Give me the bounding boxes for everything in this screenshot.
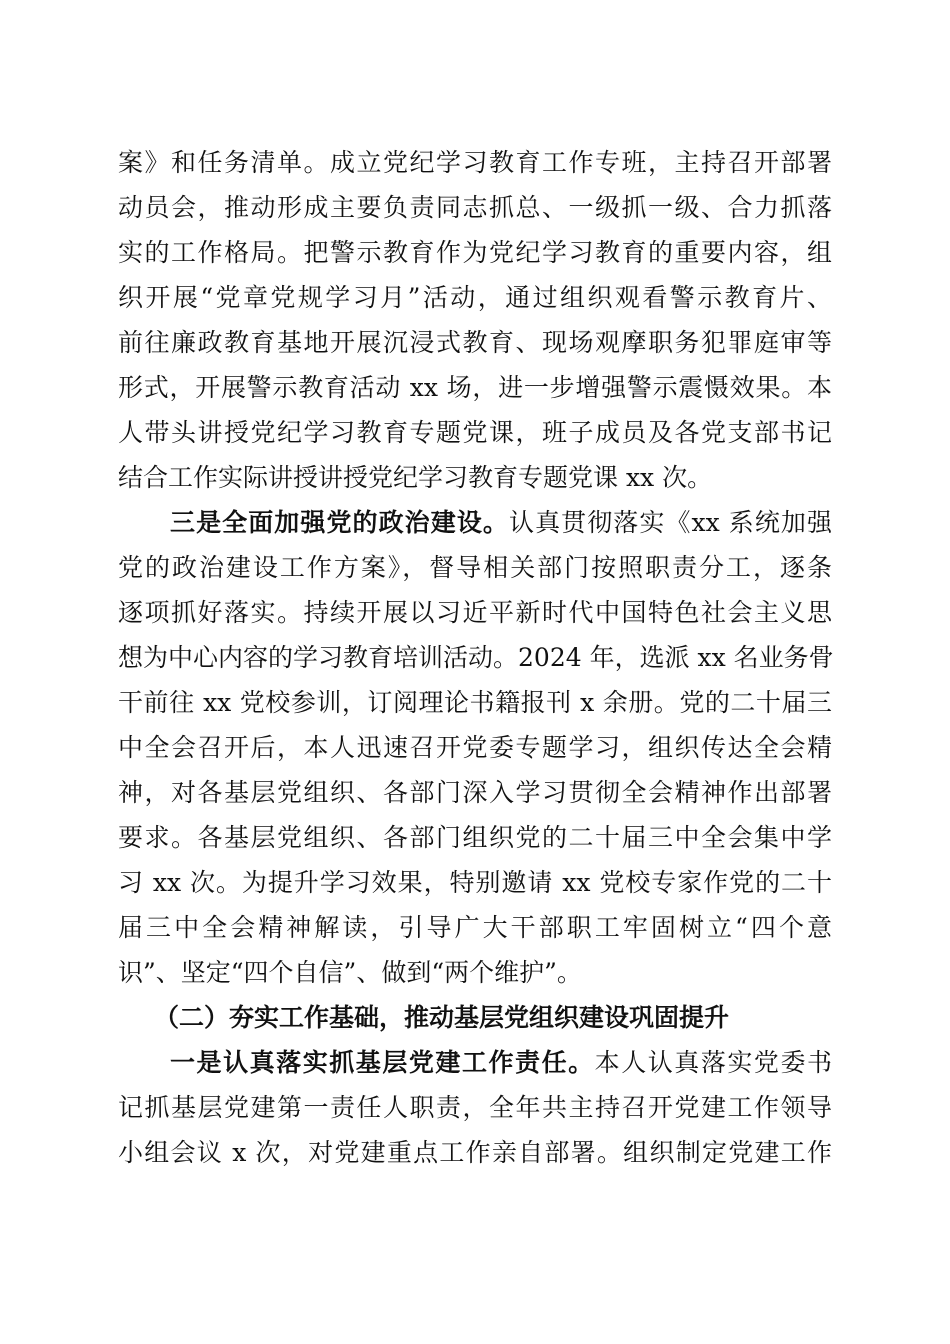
paragraph-warning-education xyxy=(118,140,832,500)
text-line: 党的政治建设工作方案》，督导相关部门按照职责分工，逐条 xyxy=(118,553,832,582)
text-line: 案》和任务清单。成立党纪学习教育工作专班，主持召开部署 xyxy=(118,148,832,177)
text-line: 干前往 xx 党校参训，订阅理论书籍报刊 x 余册。党的二十届三 xyxy=(118,688,832,717)
paragraph-lead: 三是全面加强党的政治建设。 xyxy=(170,508,509,537)
section-heading-text: （二）夯实工作基础，推动基层党组织建设巩固提升 xyxy=(154,1003,730,1032)
text-line: 小组会议 x 次，对党建重点工作亲自部署。组织制定党建工作 xyxy=(118,1138,832,1167)
paragraph-lead: 一是认真落实抓基层党建工作责任。 xyxy=(170,1048,595,1077)
text-line: 动员会，推动形成主要负责同志抓总、一级抓一级、合力抓落 xyxy=(118,193,832,222)
text-line: 前往廉政教育基地开展沉浸式教育、现场观摩职务犯罪庭审等 xyxy=(118,328,832,357)
section-heading xyxy=(118,995,832,1040)
text-line: 习 xx 次。为提升学习效果，特别邀请 xx 党校专家作党的二十 xyxy=(118,868,832,897)
text-line xyxy=(118,500,832,545)
text-line: 织开展“党章党规学习月”活动，通过组织观看警示教育片、 xyxy=(118,283,832,312)
text-line: 届三中全会精神解读，引导广大干部职工牢固树立“四个意 xyxy=(118,913,832,942)
text-line: 神，对各基层党组织、各部门深入学习贯彻全会精神作出部署 xyxy=(118,778,832,807)
text-line: 逐项抓好落实。持续开展以习近平新时代中国特色社会主义思 xyxy=(118,598,832,627)
paragraph-grassroots-responsibility xyxy=(118,1040,832,1175)
text-line: 识”、坚定“四个自信”、做到“两个维护”。 xyxy=(118,958,582,987)
paragraph-lead-rest: 认真贯彻落实《xx 系统加强 xyxy=(509,508,832,537)
text-line: 要求。各基层党组织、各部门组织党的二十届三中全会集中学 xyxy=(118,823,832,852)
text-line: 想为中心内容的学习教育培训活动。2024 年，选派 xx 名业务骨 xyxy=(118,643,834,672)
text-line: 形式，开展警示教育活动 xx 场，进一步增强警示震慑效果。本 xyxy=(118,373,832,402)
text-line: 记抓基层党建第一责任人职责，全年共主持召开党建工作领导 xyxy=(118,1093,832,1122)
paragraph-political-construction xyxy=(118,500,832,995)
text-line: 人带头讲授党纪学习教育专题党课，班子成员及各党支部书记 xyxy=(118,418,832,447)
paragraph-lead-rest: 本人认真落实党委书 xyxy=(594,1048,832,1077)
text-line: 结合工作实际讲授讲授党纪学习教育专题党课 xx 次。 xyxy=(118,463,713,492)
document-page xyxy=(118,140,832,1175)
text-line: 中全会召开后，本人迅速召开党委专题学习，组织传达全会精 xyxy=(118,733,832,762)
text-line xyxy=(118,1040,832,1085)
text-line: 实的工作格局。把警示教育作为党纪学习教育的重要内容，组 xyxy=(118,238,832,267)
